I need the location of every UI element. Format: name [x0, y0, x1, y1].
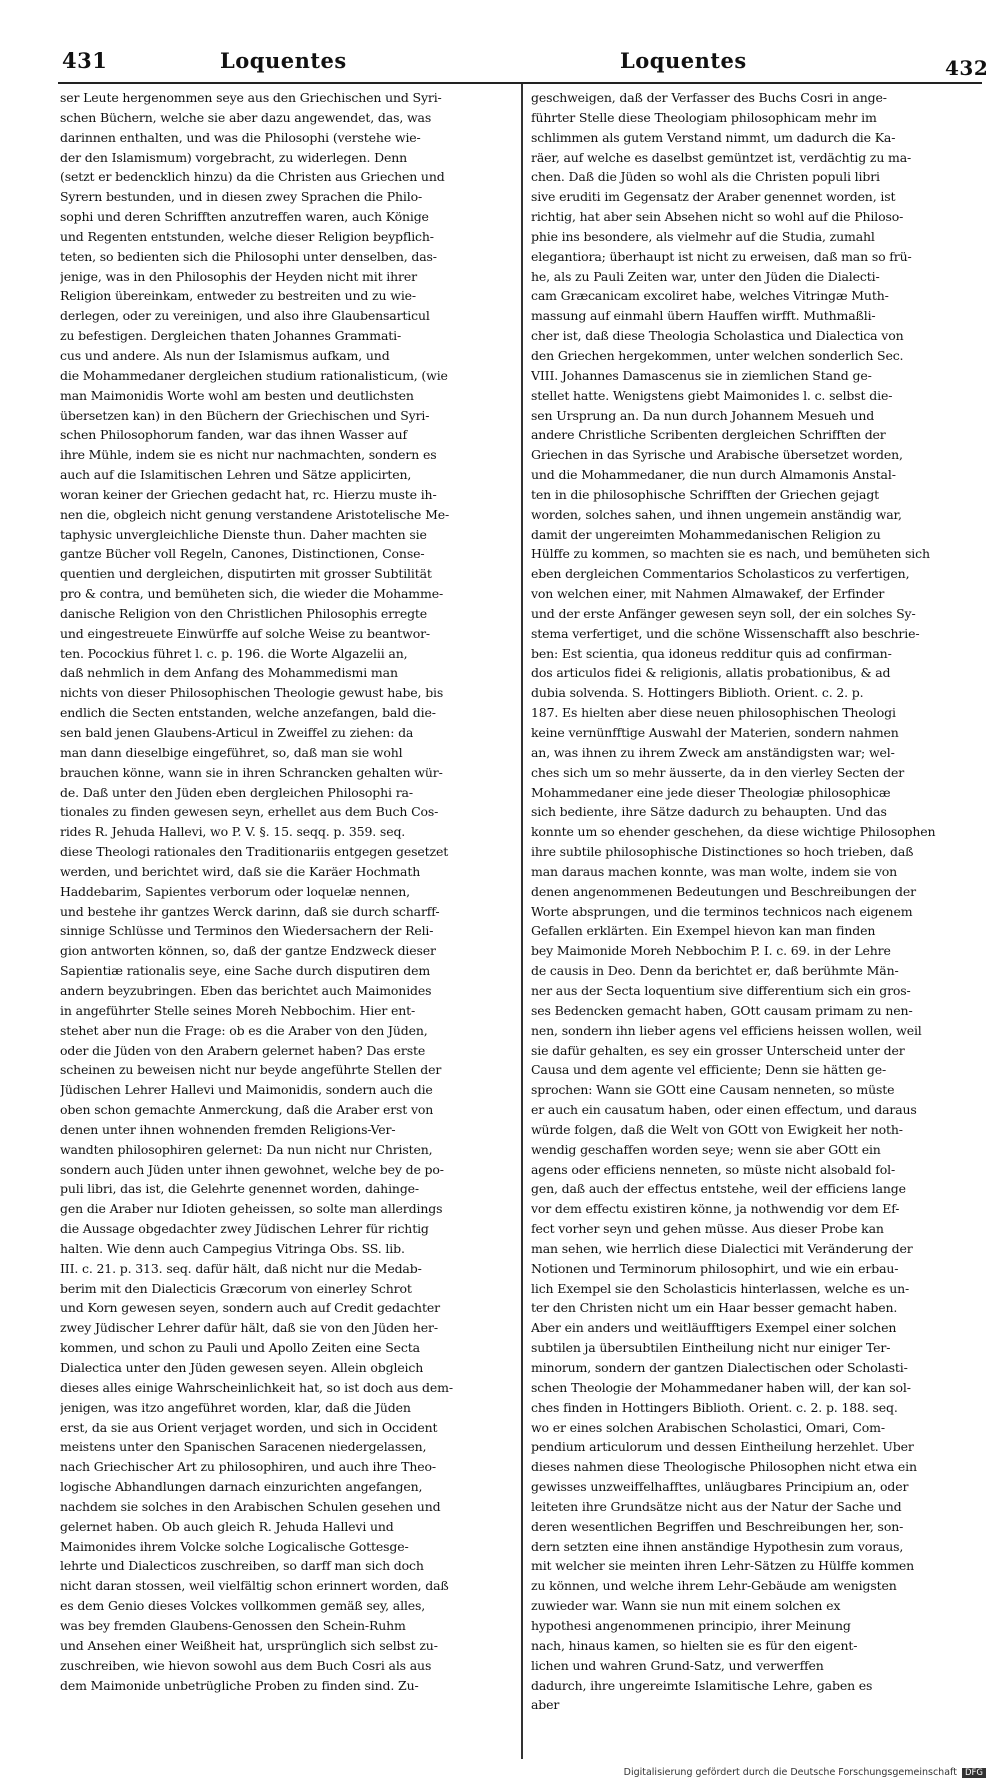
text-line: was bey fremden Glaubens-Genossen den Schein-Ruhm	[60, 1617, 406, 1633]
text-line: agens oder efficiens nenneten, so müste nicht alsobald fol-	[531, 1161, 896, 1177]
text-line: dubia solvenda. S. Hottingers Biblioth. Orient. c. 2. p.	[531, 685, 864, 701]
text-line: bey Maimonide Moreh Nebbochim P. I. c. 69. in der Lehre	[531, 943, 891, 959]
text-line: sen Ursprung an. Da nun durch Johannem Mesueh und	[531, 407, 875, 423]
text-line: geschweigen, daß der Verfasser des Buchs Cosri in ange-	[531, 90, 887, 105]
text-line: andere Christliche Scribenten dergleichen Schrifften der	[531, 427, 886, 443]
text-line: die Aussage obgedachter zwey Jüdischen Lehrer für richtig	[60, 1221, 429, 1237]
text-line: ihre subtile philosophische Distinctiones so hoch trieben, daß	[531, 844, 914, 860]
text-line: cus und andere. Als nun der Islamismus aufkam, und	[60, 347, 390, 363]
text-line: sie dafür gehalten, es sey ein grosser Unterscheid unter der	[531, 1042, 905, 1058]
left-page-number: 431	[62, 48, 108, 73]
right-running-title: Loquentes	[620, 48, 747, 73]
text-line: de. Daß unter den Jüden eben dergleichen Philosophi ra-	[60, 784, 413, 800]
text-line: andern beyzubringen. Eben das berichtet auch Maimonides	[60, 982, 432, 998]
text-line: Maimonides ihrem Volcke solche Logicalische Gottesge-	[60, 1538, 409, 1554]
text-line: quentien und dergleichen, disputirten mit grosser Subtilität	[60, 566, 432, 582]
text-line: und die Mohammedaner, die nun durch Almamonis Anstal-	[531, 467, 896, 483]
text-line: mit welcher sie meinten ihren Lehr-Sätzen zu Hülffe kommen	[531, 1558, 915, 1574]
text-line: jenige, was in den Philosophis der Heyden nicht mit ihrer	[60, 268, 417, 284]
text-line: Aber ein anders und weitläufftigers Exempel einer solchen	[531, 1320, 897, 1336]
text-line: dern setzten eine ihnen anständige Hypothesin zum voraus,	[531, 1538, 904, 1554]
text-line: minorum, sondern der gantzen Dialectischen oder Scholasti-	[531, 1360, 908, 1375]
text-line: eben dergleichen Commentarios Scholasticos zu verfertigen,	[531, 566, 910, 582]
text-line: man Maimonidis Worte wohl am besten und deutlichsten	[60, 387, 414, 403]
text-line: und Regenten entstunden, welche dieser Religion beypflich-	[60, 228, 434, 244]
text-line: der den Islamismum) vorgebracht, zu widerlegen. Denn	[60, 149, 408, 165]
text-line: wo er eines solchen Arabischen Scholastici, Omari, Com-	[531, 1419, 885, 1435]
text-line: sive eruditi im Gegensatz der Araber genennet worden, ist	[531, 189, 896, 205]
text-line: aber	[531, 1697, 560, 1713]
text-line: nach, hinaus kamen, so hielten sie es für den eigent-	[531, 1637, 858, 1653]
text-line: rides R. Jehuda Hallevi, wo P. V. §. 15. seqq. p. 359. seq.	[60, 824, 406, 840]
text-line: lehrte und Dialecticos zuschreiben, so darff man sich doch	[60, 1558, 424, 1574]
text-line: man daraus machen konnte, was man wolte, indem sie von	[531, 863, 898, 879]
left-text-column	[60, 88, 510, 1768]
text-line: sich bediente, ihre Sätze dadurch zu behaupten. Und das	[531, 804, 887, 820]
text-line: scheinen zu beweisen nicht nur beyde angeführte Stellen der	[60, 1062, 442, 1078]
text-line: ner aus der Secta loquentium sive differentium sich ein gros-	[531, 982, 911, 998]
text-line: Syrern bestunden, und in diesen zwey Sprachen die Philo-	[60, 189, 423, 205]
text-line: lich Exempel sie den Scholasticis hinterlassen, welche es un-	[531, 1280, 910, 1296]
text-line: ter den Christen nicht um ein Haar besser gemacht haben.	[531, 1300, 898, 1316]
text-line: phie ins besondere, als vielmehr auf die Studia, zumahl	[531, 228, 875, 244]
text-line: damit der ungereimten Mohammedanischen Religion zu	[531, 526, 881, 542]
text-line: er auch ein causatum haben, oder einen effectum, und daraus	[531, 1102, 917, 1118]
text-line: schlimmen als gutem Verstand nimmt, um dadurch die Ka-	[531, 129, 896, 145]
text-line: leiteten ihre Grundsätze nicht aus der Natur der Sache und	[531, 1498, 902, 1514]
text-line: Religion übereinkam, entweder zu bestreiten und zu wie-	[60, 288, 416, 304]
text-line: konnte um so ehender geschehen, da diese wichtige Philosophen	[531, 824, 936, 840]
text-line: tionales zu finden gewesen seyn, erhellet aus dem Buch Cos-	[60, 804, 439, 820]
text-line: jenigen, was itzo angeführet worden, klar, daß die Jüden	[60, 1399, 411, 1415]
right-text-column	[531, 88, 978, 1768]
text-line: sondern auch Jüden unter ihnen gewohnet, welche bey de po-	[60, 1161, 444, 1177]
text-line: wendig geschaffen worden seye; wenn sie aber GOtt ein	[531, 1141, 881, 1157]
text-line: es dem Genio dieses Volckes vollkommen gemäß sey, alles,	[60, 1598, 426, 1614]
text-line: danische Religion von den Christlichen Philosophis erregte	[60, 605, 428, 621]
text-line: gion antworten können, so, daß der gantze Endzweck dieser	[60, 943, 436, 959]
digitization-credit	[624, 1767, 986, 1778]
text-line: gen die Araber nur Idioten geheissen, so solte man allerdings	[60, 1201, 443, 1217]
text-line: pro & contra, und bemüheten sich, die wieder die Mohamme-	[60, 586, 444, 602]
text-line: kommen, und schon zu Pauli und Apollo Zeiten eine Secta	[60, 1340, 420, 1356]
text-line: ten. Pocockius führet l. c. p. 196. die Worte Algazelii an,	[60, 645, 408, 661]
text-line: schen Philosophorum fanden, war das ihnen Wasser auf	[60, 427, 407, 443]
text-line: oben schon gemachte Anmerckung, daß die Araber erst von	[60, 1102, 434, 1118]
text-line: oder die Jüden von den Arabern gelernet haben? Das erste	[60, 1042, 426, 1058]
text-line: ten in die philosophische Schrifften der Griechen gejagt	[531, 486, 880, 502]
text-line: werden, und berichtet wird, daß sie die Karäer Hochmath	[60, 863, 421, 879]
text-line: nicht daran stossen, weil vielfältig schon erinnert worden, daß	[60, 1578, 449, 1594]
text-line: derlegen, oder zu vereinigen, und also ihre Glaubensarticul	[60, 308, 430, 324]
text-line: sprochen: Wann sie GOtt eine Causam nenneten, so müste	[531, 1082, 895, 1098]
text-line: ser Leute hergenommen seye aus den Griechischen und Syri-	[60, 90, 442, 105]
text-line: und der erste Anfänger gewesen seyn soll, der ein solches Sy-	[531, 605, 916, 621]
text-line: von welchen einer, mit Nahmen Almawakef, der Erfinder	[531, 586, 885, 602]
text-line: diese Theologi rationales den Traditionariis entgegen gesetzet	[60, 844, 449, 860]
column-divider	[521, 84, 523, 1759]
text-line: cam Græcanicam excoliret habe, welches Vitringæ Muth-	[531, 288, 889, 304]
text-line: daß nehmlich in dem Anfang des Mohammedismi man	[60, 665, 398, 681]
text-line: sophi und deren Schrifften anzutreffen waren, auch Könige	[60, 209, 429, 225]
text-line: Hülffe zu kommen, so machten sie es nach, und bemüheten sich	[531, 546, 930, 562]
text-line: Mohammedaner eine jede dieser Theologiæ philosophicæ	[531, 784, 891, 800]
text-line: richtig, hat aber sein Absehen nicht so wohl auf die Philoso-	[531, 209, 904, 225]
text-line: denen angenommenen Bedeutungen und Beschreibungen der	[531, 883, 916, 899]
text-line: meistens unter den Spanischen Saracenen niedergelassen,	[60, 1439, 427, 1455]
text-line: die Mohammedaner dergleichen studium rationalisticum, (wie	[60, 367, 448, 383]
text-line: (setzt er bedencklich hinzu) da die Christen aus Griechen und	[60, 169, 445, 185]
text-line: in angeführter Stelle seines Moreh Nebbochim. Hier ent-	[60, 1002, 416, 1018]
text-line: nen, sondern ihn lieber agens vel efficiens heissen wollen, weil	[531, 1022, 922, 1038]
text-line: stehet aber nun die Frage: ob es die Araber von den Jüden,	[60, 1022, 428, 1038]
text-line: berim mit den Dialecticis Græcorum von einerley Schrot	[60, 1280, 412, 1296]
text-line: logische Abhandlungen darnach einzurichten angefangen,	[60, 1479, 423, 1495]
text-line: und eingestreuete Einwürffe auf solche Weise zu beantwor-	[60, 625, 430, 641]
text-line: nachdem sie solches in den Arabischen Schulen gesehen und	[60, 1498, 441, 1514]
text-line: nichts von dieser Philosophischen Theologie gewust habe, bis	[60, 685, 444, 701]
text-line: Causa und dem agente vel efficiente; Denn sie hätten ge-	[531, 1062, 887, 1078]
text-line: wandten philosophiren gelernet: Da nun nicht nur Christen,	[60, 1141, 433, 1157]
text-line: brauchen könne, wann sie in ihren Schrancken gehalten wür-	[60, 764, 443, 780]
text-line: erst, da sie aus Orient verjaget worden, und sich in Occident	[60, 1419, 438, 1435]
text-line: Jüdischen Lehrer Hallevi und Maimonidis, sondern auch die	[60, 1082, 433, 1098]
text-line: zu befestigen. Dergleichen thaten Johannes Grammati-	[60, 328, 402, 344]
text-line: elegantiora; überhaupt ist nicht zu erweisen, daß man so frü-	[531, 248, 912, 264]
text-line: he, als zu Pauli Zeiten war, unter den Jüden die Dialecti-	[531, 268, 880, 284]
text-line: ches finden in Hottingers Biblioth. Orient. c. 2. p. 188. seq.	[531, 1399, 898, 1415]
text-line: gelernet haben. Ob auch gleich R. Jehuda Hallevi und	[60, 1518, 394, 1534]
text-line: subtilen ja übersubtilen Eintheilung nicht nur einiger Ter-	[531, 1340, 891, 1356]
text-line: puli libri, das ist, die Gelehrte genennet worden, dahinge-	[60, 1181, 419, 1197]
right-page-number: 432	[945, 56, 989, 80]
text-line: schen Büchern, welche sie aber dazu angewendet, das, was	[60, 109, 432, 125]
text-line: halten. Wie denn auch Campegius Vitringa Obs. SS. lib.	[60, 1240, 405, 1256]
text-line: dieses alles einige Wahrscheinlichkeit hat, so ist doch aus dem-	[60, 1379, 453, 1395]
text-line: gantze Bücher voll Regeln, Canones, Distinctionen, Conse-	[60, 546, 425, 562]
text-line: de causis in Deo. Denn da berichtet er, daß berühmte Män-	[531, 963, 899, 979]
text-line: Notionen und Terminorum philosophirt, und wie ein erbau-	[531, 1260, 899, 1276]
text-line: ches sich um so mehr äusserte, da in den vierley Secten der	[531, 764, 905, 780]
text-line: dem Maimonide unbetrügliche Proben zu finden sind. Zu-	[60, 1677, 419, 1693]
text-line: gen, daß auch der effectus entstehe, weil der efficiens lange	[531, 1181, 906, 1197]
text-line: III. c. 21. p. 313. seq. dafür hält, daß nicht nur die Medab-	[60, 1260, 422, 1276]
text-line: deren wesentlichen Begriffen und Beschreibungen her, son-	[531, 1518, 904, 1534]
text-line: lichen und wahren Grund-Satz, und verwerffen	[531, 1657, 824, 1673]
text-line: ihre Mühle, indem sie es nicht nur nachmachten, sondern es	[60, 447, 437, 463]
text-line: cher ist, daß diese Theologia Scholastica und Dialectica von	[531, 328, 904, 344]
text-line: Haddebarim, Sapientes verborum oder loquelæ nennen,	[60, 883, 410, 899]
text-line: schen Theologie der Mohammedaner haben will, der kan sol-	[531, 1379, 911, 1395]
text-line: Gefallen erklärten. Ein Exempel hievon kan man finden	[531, 923, 876, 939]
text-line: führter Stelle diese Theologiam philosophicam mehr im	[531, 109, 877, 125]
text-line: denen unter ihnen wohnenden fremden Religions-Ver-	[60, 1121, 396, 1137]
text-line: an, was ihnen zu ihrem Zweck am anständigsten war; wel-	[531, 744, 895, 760]
text-line: dieses nahmen diese Theologische Philosophen nicht etwa ein	[531, 1459, 917, 1475]
text-line: zwey Jüdischer Lehrer dafür hält, daß sie von den Jüden her-	[60, 1320, 438, 1336]
text-line: und Korn gewesen seyen, sondern auch auf Credit gedachter	[60, 1300, 440, 1316]
text-line: massung auf einmahl übern Hauffen wirfft. Muthmaßli-	[531, 308, 876, 324]
text-line: keine vernünfftige Auswahl der Materien, sondern nahmen	[531, 725, 899, 740]
text-line: pendium articulorum und dessen Eintheilung herzehlet. Uber	[531, 1439, 914, 1455]
text-line: zuwieder war. Wann sie nun mit einem solchen ex	[531, 1598, 841, 1614]
text-line: endlich die Secten entstanden, welche anzefangen, bald die-	[60, 705, 436, 721]
credit-text: Digitalisierung gefördert durch die Deutsche Forschungsgemeinschaft	[623, 1767, 957, 1778]
text-line: Worte absprungen, und die terminos technicos nach eigenem	[531, 903, 913, 919]
page-header	[0, 42, 1000, 82]
text-line: taphysic unvergleichliche Dienste thun. Daher machten sie	[60, 526, 427, 542]
text-line: teten, so bedienten sich die Philosophi unter denselben, das-	[60, 248, 437, 264]
text-line: ben: Est scientia, qua idoneus redditur quis ad confirman-	[531, 645, 892, 661]
text-line: Sapientiæ rationalis seye, eine Sache durch disputiren dem	[60, 963, 431, 979]
text-line: darinnen enthalten, und was die Philosophi (verstehe wie-	[60, 129, 421, 145]
text-line: worden, solches sahen, und ihnen ungemein anständig war,	[531, 506, 902, 522]
text-line: ses Bedencken gemacht haben, GOtt causam primam zu nen-	[531, 1002, 913, 1018]
text-line: nach Griechischer Art zu philosophiren, und auch ihre Theo-	[60, 1459, 436, 1475]
text-line: man dann dieselbige eingeführet, so, daß man sie wohl	[60, 744, 403, 760]
text-line: Dialectica unter den Jüden gewesen seyen. Allein obgleich	[60, 1360, 424, 1375]
text-line: gewisses unzweiffelhafftes, unläugbares Principium an, oder	[531, 1479, 909, 1495]
text-line: sinnige Schlüsse und Terminos den Wiedersachern der Reli-	[60, 923, 434, 939]
header-rule	[58, 82, 982, 84]
text-line: räer, auf welche es daselbst gemüntzet ist, verdächtig zu ma-	[531, 149, 912, 165]
text-line: hypothesi angenommenen principio, ihrer Meinung	[531, 1617, 851, 1633]
text-line: auch auf die Islamitischen Lehren und Sätze applicirten,	[60, 467, 412, 483]
text-line: dos articulos fidei & religionis, allatis probationibus, & ad	[531, 665, 891, 681]
text-line: man sehen, wie herrlich diese Dialectici mit Veränderung der	[531, 1240, 913, 1256]
text-line: zu können, und welche ihrem Lehr-Gebäude am wenigsten	[531, 1578, 897, 1594]
text-line: und bestehe ihr gantzes Werck darinn, daß sie durch scharff-	[60, 903, 440, 919]
text-line: stellet hatte. Wenigstens giebt Maimonides l. c. selbst die-	[531, 387, 893, 403]
text-line: würde folgen, daß die Welt von GOtt von Ewigkeit her noth-	[531, 1121, 903, 1137]
left-running-title: Loquentes	[220, 48, 347, 73]
text-line: übersetzen kan) in den Büchern der Griechischen und Syri-	[60, 407, 430, 423]
text-line: vor dem effectu existiren könne, ja nothwendig vor dem Ef-	[531, 1201, 900, 1217]
text-line: den Griechen hergekommen, unter welchen sonderlich Sec.	[531, 347, 904, 363]
text-line: 187. Es hielten aber diese neuen philosophischen Theologi	[531, 705, 896, 721]
text-line: chen. Daß die Jüden so wohl als die Christen populi libri	[531, 169, 880, 185]
text-line: VIII. Johannes Damascenus sie in ziemlichen Stand ge-	[531, 367, 872, 383]
text-line: nen die, obgleich nicht genung verstandene Aristotelische Me-	[60, 506, 450, 522]
text-line: Griechen in das Syrische und Arabische übersetzet worden,	[531, 447, 903, 463]
text-line: zuschreiben, wie hievon sowohl aus dem Buch Cosri als aus	[60, 1657, 432, 1673]
text-line: fect vorher seyn und gehen müsse. Aus dieser Probe kan	[531, 1221, 884, 1237]
dfg-badge: DFG	[962, 1768, 986, 1778]
text-line: und Ansehen einer Weißheit hat, ursprünglich sich selbst zu-	[60, 1637, 438, 1653]
text-line: woran keiner der Griechen gedacht hat, rc. Hierzu muste ih-	[60, 486, 437, 502]
text-line: dadurch, ihre ungereimte Islamitische Lehre, gaben es	[531, 1677, 873, 1693]
text-line: stema verfertiget, und die schöne Wissenschafft also beschrie-	[531, 625, 920, 641]
text-line: sen bald jenen Glaubens-Articul in Zweiffel zu ziehen: da	[60, 725, 414, 740]
